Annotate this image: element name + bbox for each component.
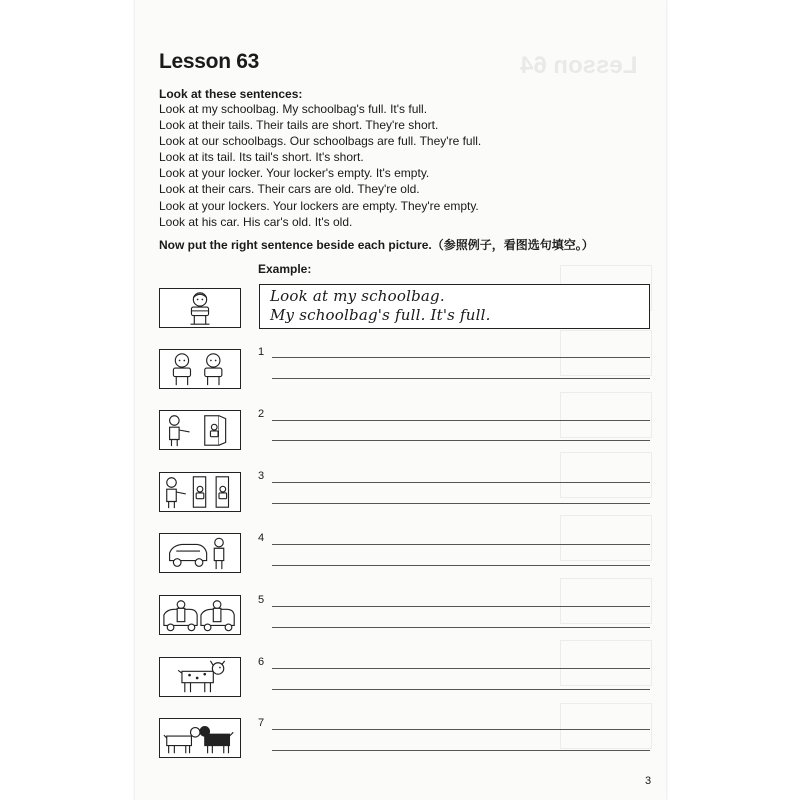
dog-short-tail-icon [160, 658, 240, 696]
answer-line[interactable] [272, 729, 650, 730]
item-7-picture [159, 718, 241, 758]
man-pointing-at-locker-icon [160, 411, 240, 449]
bleed-through-box [560, 515, 652, 561]
bleed-through-box [560, 640, 652, 686]
section-heading: Look at these sentences: [159, 87, 303, 101]
answer-line[interactable] [272, 378, 650, 379]
sentence: Look at their cars. Their cars are old. They're old. [159, 182, 420, 197]
sentence: Look at your locker. Your locker's empty. It's empty. [159, 166, 430, 181]
example-label: Example: [258, 262, 312, 276]
answer-line[interactable] [272, 627, 650, 628]
two-dogs-short-tails-icon [160, 719, 240, 757]
example-answer-line: My schoolbag's full. It's full. [270, 306, 491, 324]
man-with-old-car-icon [160, 534, 240, 572]
example-answer-line: Look at my schoolbag. [270, 287, 445, 305]
answer-line[interactable] [272, 606, 650, 607]
example-answer-box [259, 284, 650, 329]
item-number: 4 [258, 532, 265, 544]
answer-line[interactable] [272, 750, 650, 751]
sentence: Look at our schoolbags. Our schoolbags are full. They're full. [159, 134, 482, 149]
lesson-title: Lesson 63 [159, 50, 260, 73]
bleed-through-box [560, 703, 652, 749]
answer-line[interactable] [272, 357, 650, 358]
item-number: 5 [258, 594, 265, 606]
item-1-picture [159, 349, 241, 389]
example-picture [159, 288, 241, 328]
item-number: 2 [258, 408, 265, 420]
answer-line[interactable] [272, 440, 650, 441]
bleed-through-box [560, 392, 652, 438]
sentence: Look at your lockers. Your lockers are empty. They're empty. [159, 198, 479, 213]
instruction-text: Now put the right sentence beside each picture.（参照例子，看图选句填空。） [159, 238, 594, 252]
sentence: Look at their tails. Their tails are short. They're short. [159, 118, 439, 133]
answer-line[interactable] [272, 544, 650, 545]
answer-line[interactable] [272, 482, 650, 483]
bleed-through-box [560, 330, 652, 376]
page-number: 3 [645, 775, 652, 787]
child-with-schoolbag-icon [160, 289, 240, 327]
item-number: 7 [258, 717, 265, 729]
answer-line[interactable] [272, 565, 650, 566]
answer-line[interactable] [272, 668, 650, 669]
item-4-picture [159, 533, 241, 573]
men-with-old-cars-icon [160, 596, 240, 634]
bleed-through-box [560, 452, 652, 498]
item-3-picture [159, 472, 241, 512]
item-2-picture [159, 410, 241, 450]
sentence-list [159, 101, 481, 230]
man-pointing-at-lockers-icon [160, 473, 240, 511]
sentence: Look at my schoolbag. My schoolbag's full. It's full. [159, 102, 428, 116]
item-5-picture [159, 595, 241, 635]
answer-line[interactable] [272, 503, 650, 504]
two-children-with-schoolbags-icon [160, 350, 240, 388]
item-number: 1 [258, 346, 265, 358]
item-6-picture [159, 657, 241, 697]
answer-line[interactable] [272, 689, 650, 690]
sentence: Look at its tail. Its tail's short. It's short. [159, 150, 364, 165]
bleed-through-box [560, 578, 652, 624]
item-number: 6 [258, 656, 265, 668]
bleed-through-title: Lesson 64 [520, 52, 638, 79]
answer-line[interactable] [272, 420, 650, 421]
sentence: Look at his car. His car's old. It's old. [159, 214, 353, 229]
item-number: 3 [258, 470, 265, 482]
